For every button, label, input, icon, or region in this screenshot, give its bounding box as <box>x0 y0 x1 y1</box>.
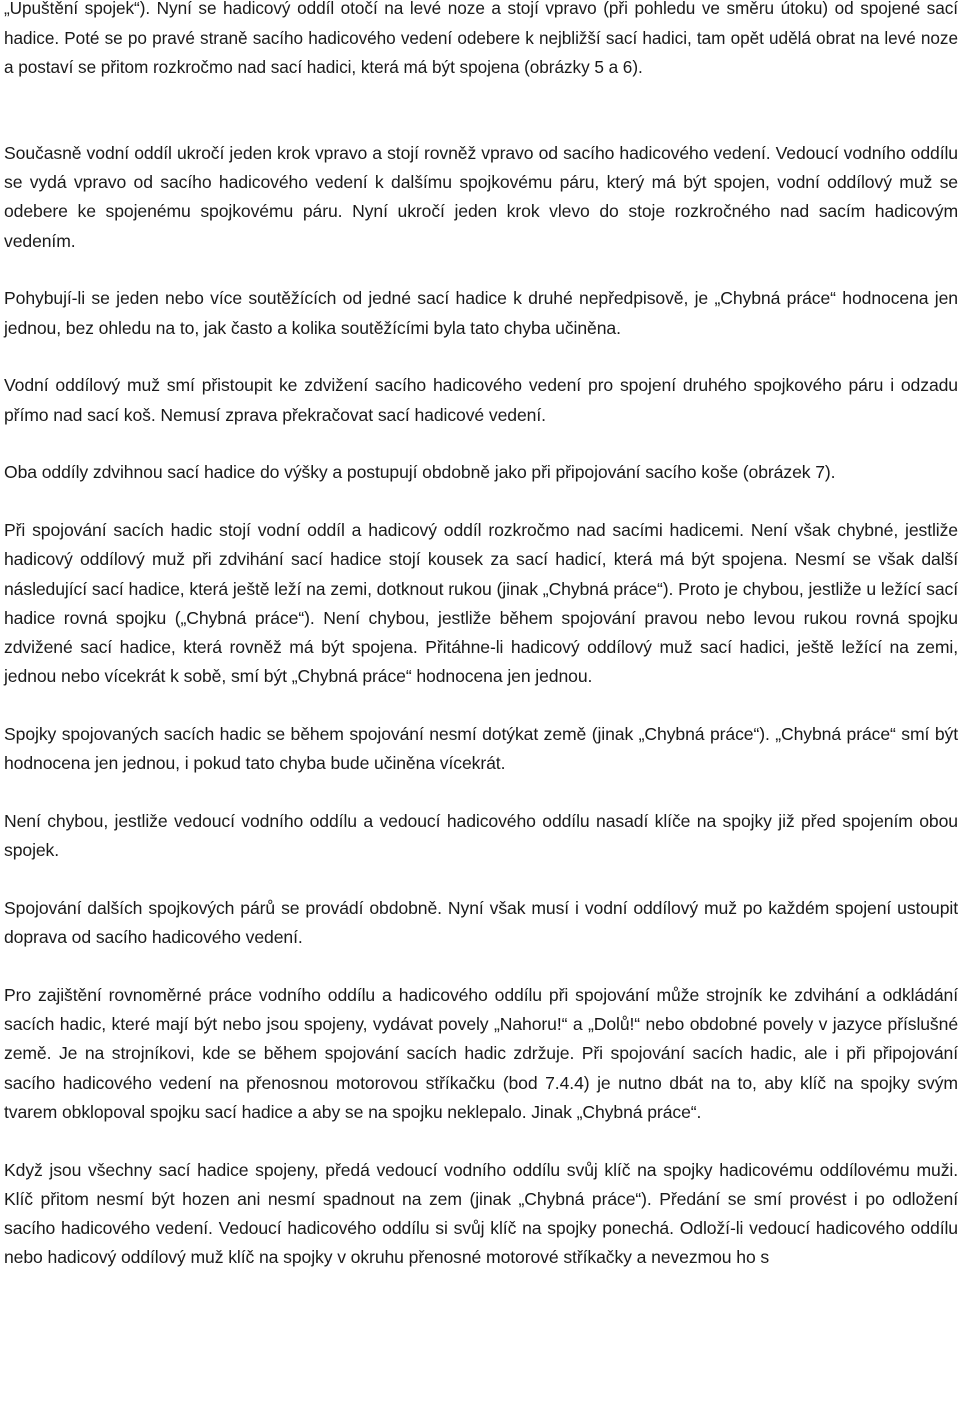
paragraph: Vodní oddílový muž smí přistoupit ke zdvižení sacího hadicového vedení pro spojení druhého spojkového páru i odzadu přímo nad sací koš. Nemusí zprava překračovat sací hadicové vedení. <box>4 375 958 425</box>
body-text <box>4 139 958 1301</box>
intro-paragraph: „Upuštění spojek“). Nyní se hadicový oddíl otočí na levé noze a stojí vpravo (při pohledu ve směru útoku) od spojené sací hadice. Poté se po pravé straně sacího hadicového vedení odebere k nejbližší sací hadici, tam opět udělá obrat na levé noze a postaví se přitom rozkročmo nad sací hadici, která má být spojena (obrázky 5 a 6). <box>4 0 958 77</box>
paragraph: Spojky spojovaných sacích hadic se během spojování nesmí dotýkat země (jinak „Chybná práce“). „Chybná práce“ smí být hodnocena jen jednou, i pokud tato chyba bude učiněna vícekrát. <box>4 724 958 774</box>
paragraph: Pohybují-li se jeden nebo více soutěžících od jedné sací hadice k druhé nepředpisově, je „Chybná práce“ hodnocena jen jednou, bez ohledu na to, jak často a kolika soutěžícími byla tato chyba učiněna. <box>4 288 958 338</box>
paragraph: Když jsou všechny sací hadice spojeny, předá vedoucí vodního oddílu svůj klíč na spojky hadicovému oddílovému muži. Klíč přitom nesmí být hozen ani nesmí spadnout na zem (jinak „Chybná práce“). Předání se smí provést i po odložení sacího hadicového vedení. Vedoucí hadicového oddílu si svůj klíč na spojky ponechá. Odloží-li vedoucí hadicového oddílu nebo hadicový oddílový muž klíč na spojky v okruhu přenosné motorové stříkačky a nevezmou ho s <box>4 1159 958 1268</box>
paragraph: Pro zajištění rovnoměrné práce vodního oddílu a hadicového oddílu při spojování může strojník ke zdvihání a odkládání sacích hadic, které mají být nebo jsou spojeny, vydávat povely „Nahoru!“ a „Dolů!“ nebo obdobné povely v jazyce příslušné země. Je na strojníkovi, kde se během spojování sacích hadic zdržuje. Při spojování sacích hadic, ale i při připojování sacího hadicového vedení na přenosnou motorovou stříkačku (bod 7.4.4) je nutno dbát na to, aby klíč na spojky svým tvarem obklopoval spojku sací hadice a aby se na spojku neklepalo. Jinak „Chybná práce“. <box>4 985 958 1122</box>
paragraph: Při spojování sacích hadic stojí vodní oddíl a hadicový oddíl rozkročmo nad sacími hadicemi. Není však chybné, jestliže hadicový oddílový muž při zdvihání sací hadice stojí kousek za sací hadicí, která má být spojena. Nesmí se však další následující sací hadice, která ještě leží na zemi, dotknout rukou (jinak „Chybná práce“). Proto je chybou, jestliže u ležící sací hadice rovná spojku („Chybná práce“). Není chybou, jestliže během spojování pravou nebo levou rukou rovná spojku zdvižené sací hadice, která rovněž má být spojena. Přitáhne-li hadicový oddílový muž sací hadici, ještě ležící na zemi, jednou nebo vícekrát k sobě, smí být „Chybná práce“ hodnocena jen jednou. <box>4 520 958 687</box>
paragraph: Není chybou, jestliže vedoucí vodního oddílu a vedoucí hadicového oddílu nasadí klíče na spojky již před spojením obou spojek. <box>4 811 958 861</box>
paragraph: Oba oddíly zdvihnou sací hadice do výšky a postupují obdobně jako při připojování sacího koše (obrázek 7). <box>4 462 836 483</box>
paragraph: Spojování dalších spojkových párů se provádí obdobně. Nyní však musí i vodní oddílový muž po každém spojení ustoupit doprava od sacího hadicového vedení. <box>4 898 958 948</box>
paragraph: Současně vodní oddíl ukročí jeden krok vpravo a stojí rovněž vpravo od sacího hadicového vedení. Vedoucí vodního oddílu se vydá vpravo od sacího hadicového vedení k dalšímu spojkovému páru, který má být spojen, vodní oddílový muž se odebere ke spojenému spojkovému páru. Nyní ukročí jeden krok vlevo do stoje rozkročného nad sacím hadicovým vedením. <box>4 143 958 251</box>
